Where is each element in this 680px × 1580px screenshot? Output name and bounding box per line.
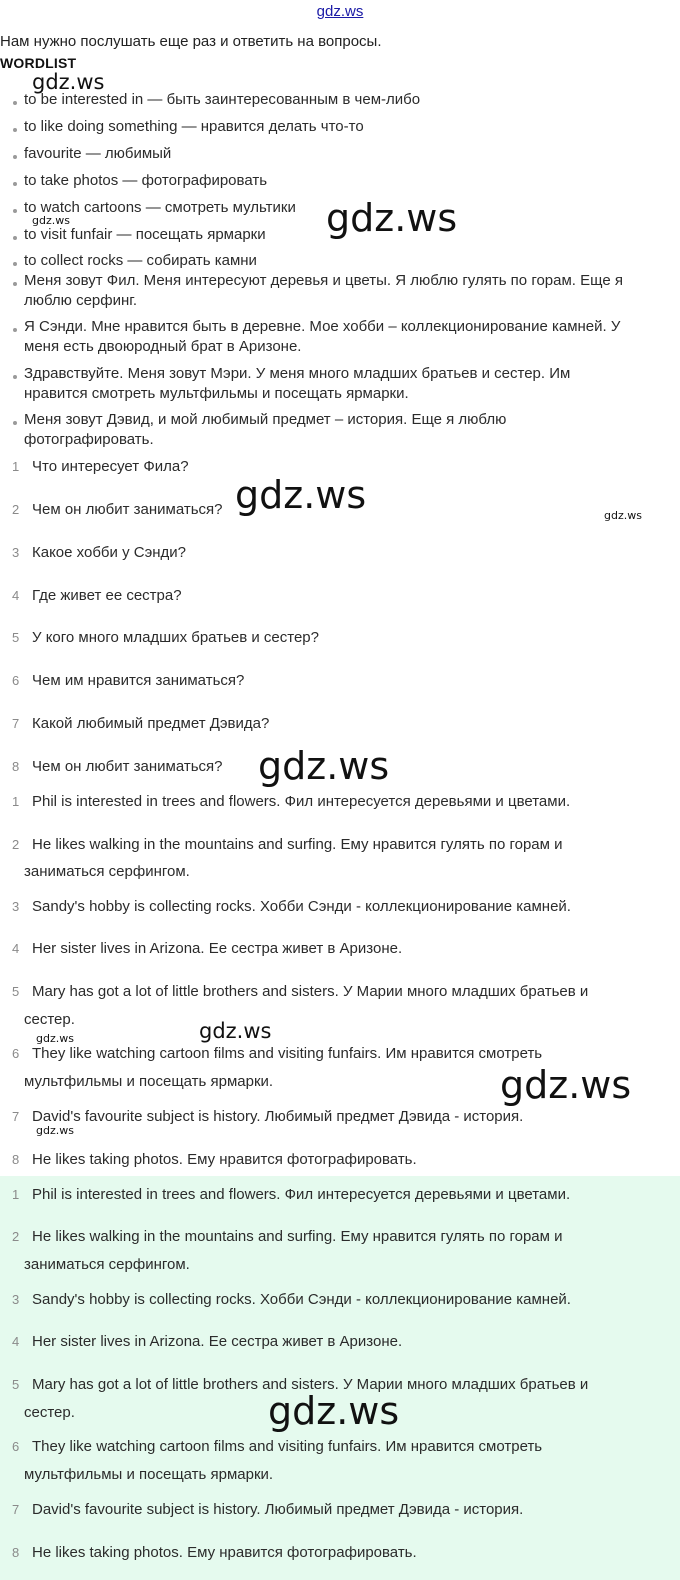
bullet-icon bbox=[13, 128, 17, 132]
watermark: gdz.ws bbox=[604, 509, 642, 522]
bullet-icon bbox=[13, 262, 17, 266]
answer-number: 6 bbox=[12, 1439, 20, 1454]
answer-number: 8 bbox=[12, 1152, 20, 1167]
wordlist-item: favourite — любимый bbox=[24, 145, 172, 162]
question-number: 7 bbox=[12, 716, 20, 731]
question-text: Чем он любит заниматься? bbox=[32, 758, 223, 775]
answer-text: заниматься серфингом. bbox=[24, 1256, 190, 1273]
wordlist-item: to visit funfair — посещать ярмарки bbox=[24, 226, 266, 243]
question-text: Какой любимый предмет Дэвида? bbox=[32, 715, 270, 732]
answer-text: Sandy's hobby is collecting rocks. Хобби Сэнди - коллекционирование камней. bbox=[32, 1291, 571, 1308]
bullet-icon bbox=[13, 236, 17, 240]
answer-text: He likes taking photos. Ему нравится фотографировать. bbox=[32, 1151, 417, 1168]
watermark: gdz.ws bbox=[32, 214, 70, 227]
answer-text: сестер. bbox=[24, 1011, 75, 1028]
bullet-icon bbox=[13, 155, 17, 159]
answer-text: He likes walking in the mountains and surfing. Ему нравится гулять по горам и bbox=[32, 1228, 563, 1245]
paragraph-line: Меня зовут Фил. Меня интересуют деревья и цветы. Я люблю гулять по горам. Еще я bbox=[24, 272, 623, 289]
paragraph-line: нравится смотреть мультфильмы и посещать ярмарки. bbox=[24, 385, 409, 402]
answer-text: Her sister lives in Arizona. Ее сестра живет в Аризоне. bbox=[32, 1333, 403, 1350]
answer-text: He likes walking in the mountains and surfing. Ему нравится гулять по горам и bbox=[32, 836, 563, 853]
question-text: У кого много младших братьев и сестер? bbox=[32, 629, 319, 646]
answer-text: David's favourite subject is history. Любимый предмет Дэвида - история. bbox=[32, 1108, 524, 1125]
paragraph-line: Я Сэнди. Мне нравится быть в деревне. Мое хобби – коллекционирование камней. У bbox=[24, 318, 621, 335]
wordlist-item: to take photos — фотографировать bbox=[24, 172, 268, 189]
wordlist-item: to collect rocks — собирать камни bbox=[24, 252, 257, 269]
paragraph-line: люблю серфинг. bbox=[24, 292, 138, 309]
answer-text: Mary has got a lot of little brothers and sisters. У Марии много младших братьев и bbox=[32, 1376, 589, 1393]
watermark: gdz.ws bbox=[500, 1063, 632, 1107]
site-link[interactable]: gdz.ws bbox=[316, 3, 364, 20]
bullet-icon bbox=[13, 375, 17, 379]
answer-text: They like watching cartoon films and visiting funfairs. Им нравится смотреть bbox=[32, 1438, 543, 1455]
answer-text: сестер. bbox=[24, 1404, 75, 1421]
watermark: gdz.ws bbox=[326, 196, 458, 240]
answer-text: He likes taking photos. Ему нравится фотографировать. bbox=[32, 1544, 417, 1561]
answer-text: мультфильмы и посещать ярмарки. bbox=[24, 1073, 274, 1090]
answer-text: Mary has got a lot of little brothers and sisters. У Марии много младших братьев и bbox=[32, 983, 589, 1000]
question-number: 1 bbox=[12, 459, 20, 474]
answer-text: They like watching cartoon films and visiting funfairs. Им нравится смотреть bbox=[32, 1045, 543, 1062]
answer-text: мультфильмы и посещать ярмарки. bbox=[24, 1466, 274, 1483]
question-number: 6 bbox=[12, 673, 20, 688]
watermark: gdz.ws bbox=[36, 1124, 74, 1137]
question-text: Что интересует Фила? bbox=[32, 458, 189, 475]
question-number: 8 bbox=[12, 759, 20, 774]
paragraph-line: меня есть двоюродный брат в Аризоне. bbox=[24, 338, 302, 355]
question-text: Чем он любит заниматься? bbox=[32, 501, 223, 518]
question-text: Какое хобби у Сэнди? bbox=[32, 544, 186, 561]
bullet-icon bbox=[13, 421, 17, 425]
answer-number: 2 bbox=[12, 1229, 20, 1244]
wordlist-item: to be interested in — быть заинтересованным в чем-либо bbox=[24, 91, 421, 108]
paragraph-line: Меня зовут Дэвид, и мой любимый предмет – история. Еще я люблю bbox=[24, 411, 507, 428]
bullet-icon bbox=[13, 101, 17, 105]
answer-text: Phil is interested in trees and flowers. Фил интересуется деревьями и цветами. bbox=[32, 793, 571, 810]
watermark: gdz.ws bbox=[36, 1032, 74, 1045]
question-number: 5 bbox=[12, 630, 20, 645]
answer-text: Her sister lives in Arizona. Ее сестра живет в Аризоне. bbox=[32, 940, 403, 957]
watermark: gdz.ws bbox=[235, 473, 367, 517]
wordlist-item: to like doing something — нравится делать что-то bbox=[24, 118, 364, 135]
answer-text: David's favourite subject is history. Любимый предмет Дэвида - история. bbox=[32, 1501, 524, 1518]
paragraph-line: фотографировать. bbox=[24, 431, 154, 448]
answer-number: 1 bbox=[12, 794, 20, 809]
bullet-icon bbox=[13, 282, 17, 286]
answer-number: 6 bbox=[12, 1046, 20, 1061]
watermark: gdz.ws bbox=[258, 744, 390, 788]
paragraph-line: Здравствуйте. Меня зовут Мэри. У меня много младших братьев и сестер. Им bbox=[24, 365, 571, 382]
question-number: 3 bbox=[12, 545, 20, 560]
answer-text: заниматься серфингом. bbox=[24, 863, 190, 880]
answer-text: Phil is interested in trees and flowers. Фил интересуется деревьями и цветами. bbox=[32, 1186, 571, 1203]
answer-number: 4 bbox=[12, 941, 20, 956]
answer-number: 3 bbox=[12, 899, 20, 914]
intro-text: Нам нужно послушать еще раз и ответить на вопросы. bbox=[0, 33, 382, 50]
question-text: Чем им нравится заниматься? bbox=[32, 672, 245, 689]
wordlist-title: WORDLIST bbox=[0, 55, 77, 71]
bullet-icon bbox=[13, 209, 17, 213]
watermark: gdz.ws bbox=[268, 1389, 400, 1433]
answer-number: 2 bbox=[12, 837, 20, 852]
answer-number: 1 bbox=[12, 1187, 20, 1202]
question-number: 2 bbox=[12, 502, 20, 517]
watermark: gdz.ws bbox=[32, 70, 105, 94]
answer-number: 8 bbox=[12, 1545, 20, 1560]
bullet-icon bbox=[13, 182, 17, 186]
answer-number: 7 bbox=[12, 1109, 20, 1124]
answer-number: 5 bbox=[12, 984, 20, 999]
answer-text: Sandy's hobby is collecting rocks. Хобби Сэнди - коллекционирование камней. bbox=[32, 898, 571, 915]
watermark: gdz.ws bbox=[199, 1019, 272, 1043]
answer-number: 3 bbox=[12, 1292, 20, 1307]
wordlist-item: to watch cartoons — смотреть мультики bbox=[24, 199, 296, 216]
question-text: Где живет ее сестра? bbox=[32, 587, 182, 604]
answer-number: 7 bbox=[12, 1502, 20, 1517]
question-number: 4 bbox=[12, 588, 20, 603]
bullet-icon bbox=[13, 328, 17, 332]
answer-number: 5 bbox=[12, 1377, 20, 1392]
answer-number: 4 bbox=[12, 1334, 20, 1349]
